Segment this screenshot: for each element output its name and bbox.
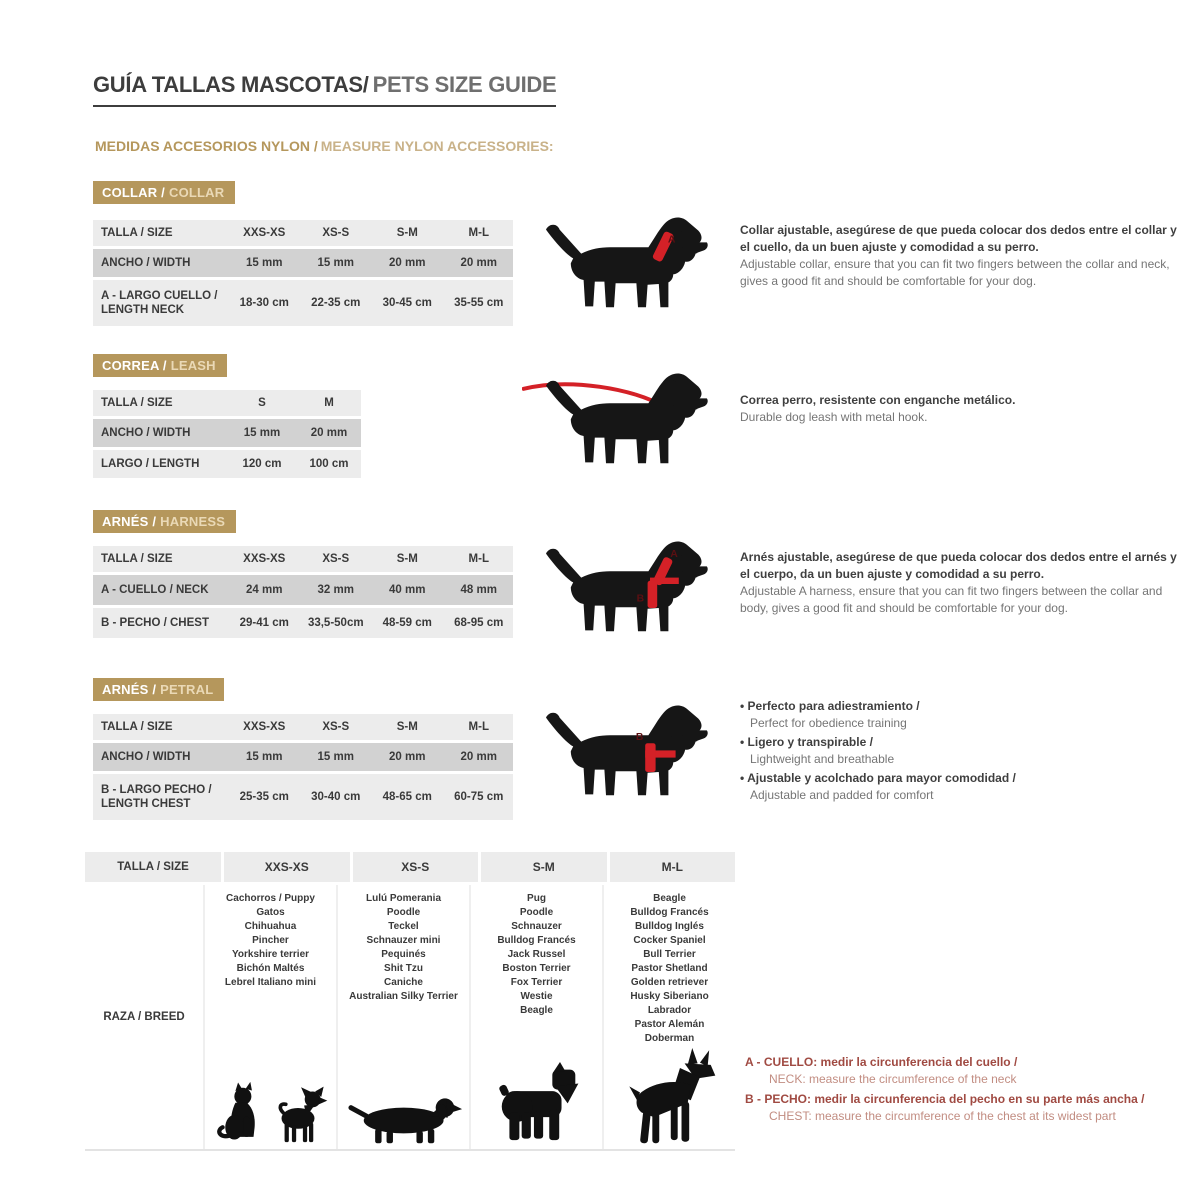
breed-name: Teckel bbox=[388, 921, 419, 932]
table-cell: S bbox=[258, 397, 266, 409]
collar-marker-a: A bbox=[667, 234, 676, 246]
table-cell: M-L bbox=[468, 721, 489, 733]
table-cell: M-L bbox=[468, 227, 489, 239]
page-title bbox=[93, 72, 556, 107]
table-header-cell: M-L bbox=[610, 852, 736, 882]
page-subtitle-en: MEASURE NYLON ACCESSORIES: bbox=[320, 138, 554, 154]
schnauzer-silhouette-icon bbox=[491, 1062, 583, 1144]
breed-name: Poodle bbox=[386, 907, 421, 918]
petral-section-badge bbox=[93, 678, 224, 701]
table-row bbox=[93, 249, 513, 277]
breed-name: Husky Siberiano bbox=[630, 991, 709, 1002]
feature-es: • Ligero y transpirable / bbox=[740, 734, 1185, 751]
leash-section-badge bbox=[93, 354, 227, 377]
dog-harness-illustration bbox=[538, 536, 714, 648]
table-cell: 68-95 cm bbox=[454, 617, 504, 629]
breed-name: Caniche bbox=[384, 977, 423, 988]
dog-petral-illustration bbox=[538, 700, 714, 812]
chihuahua-silhouette-icon bbox=[267, 1086, 329, 1144]
table-cell: 15 mm bbox=[317, 257, 354, 269]
breed-name: Fox Terrier bbox=[510, 977, 563, 988]
leash-description bbox=[740, 392, 1185, 426]
breed-table-header bbox=[85, 852, 735, 882]
table-cell: M bbox=[324, 397, 334, 409]
breed-name: Bulldog Francés bbox=[630, 907, 709, 918]
table-row bbox=[93, 280, 513, 326]
table-cell: 29-41 cm bbox=[239, 617, 289, 629]
harness-chest-band-accent bbox=[648, 581, 658, 608]
table-cell: 33,5-50cm bbox=[307, 617, 364, 629]
feature-en: Lightweight and breathable bbox=[750, 752, 895, 766]
harness-description bbox=[740, 549, 1185, 617]
table-cell: 35-55 cm bbox=[454, 297, 504, 309]
breed-row-label: RAZA / BREED bbox=[85, 885, 205, 1149]
table-header-cell: S-M bbox=[481, 852, 607, 882]
badge-label-es: CORREA / bbox=[102, 358, 167, 373]
table-header-cell: XXS-XS bbox=[224, 852, 350, 882]
breed-name: Pastor Shetland bbox=[631, 963, 708, 974]
breed-column-xs-s bbox=[338, 885, 471, 1149]
silhouette-group bbox=[491, 1062, 583, 1144]
table-cell: 15 mm bbox=[317, 751, 354, 763]
badge-label-en: PETRAL bbox=[160, 682, 214, 697]
badge-label-es: ARNÉS / bbox=[102, 514, 157, 529]
note-en: NECK: measure the circumference of the neck bbox=[769, 1072, 1017, 1086]
harness-marker-a: A bbox=[670, 548, 678, 560]
breed-name: Labrador bbox=[647, 1005, 692, 1016]
dog-collar-illustration bbox=[538, 212, 714, 324]
leash-description-es: Correa perro, resistente con enganche metálico. bbox=[740, 393, 1016, 407]
table-cell: 20 mm bbox=[389, 751, 426, 763]
silhouette-group bbox=[345, 1092, 463, 1144]
breed-name: Westie bbox=[520, 991, 553, 1002]
doberman-silhouette-icon bbox=[619, 1048, 721, 1144]
table-cell: 18-30 cm bbox=[239, 297, 289, 309]
breed-column-m-l bbox=[604, 885, 735, 1149]
table-cell: XXS-XS bbox=[243, 721, 286, 733]
breed-name: Lebrel Italiano mini bbox=[224, 977, 317, 988]
feature-es: • Ajustable y acolchado para mayor comodidad / bbox=[740, 770, 1185, 787]
note-en: CHEST: measure the circumference of the chest at its widest part bbox=[769, 1109, 1116, 1123]
petral-marker-b: B bbox=[635, 732, 644, 743]
table-header-cell: XS-S bbox=[353, 852, 479, 882]
table-cell: 48-65 cm bbox=[382, 791, 432, 803]
note-neck bbox=[745, 1054, 1195, 1088]
collar-section-badge bbox=[93, 181, 235, 204]
table-row-label: TALLA / SIZE bbox=[93, 714, 227, 740]
table-row-label: ANCHO / WIDTH bbox=[93, 419, 227, 447]
table-row bbox=[93, 608, 513, 638]
feature-en: Perfect for obedience training bbox=[750, 716, 907, 730]
table-cell: 15 mm bbox=[246, 257, 283, 269]
table-cell: 30-45 cm bbox=[382, 297, 432, 309]
breed-name: Bichón Maltés bbox=[236, 963, 305, 974]
breed-name: Pequinés bbox=[381, 949, 426, 960]
dachshund-silhouette-icon bbox=[345, 1092, 463, 1144]
badge-label-en: COLLAR bbox=[168, 185, 225, 200]
table-row-label: A - CUELLO / NECK bbox=[93, 575, 227, 605]
breed-name: Gatos bbox=[256, 907, 285, 918]
breed-table-body bbox=[85, 885, 735, 1151]
page-subtitle bbox=[95, 138, 554, 154]
breed-name: Schnauzer bbox=[511, 921, 562, 932]
breed-name: Cachorros / Puppy bbox=[226, 893, 315, 904]
breed-name: Australian Silky Terrier bbox=[349, 991, 458, 1002]
leash-description-en: Durable dog leash with metal hook. bbox=[740, 410, 928, 424]
page-title-es: GUÍA TALLAS MASCOTAS/ bbox=[93, 72, 369, 97]
breed-name: Lulú Pomerania bbox=[365, 893, 441, 904]
breed-name: Cocker Spaniel bbox=[633, 935, 706, 946]
harness-section-badge bbox=[93, 510, 236, 533]
breed-name: Golden retriever bbox=[630, 977, 709, 988]
table-row-label: TALLA / SIZE bbox=[85, 852, 221, 882]
table-row bbox=[93, 546, 513, 572]
harness-description-es: Arnés ajustable, asegúrese de que pueda colocar dos dedos entre el arnés y el cuerpo, da un buen ajuste y comodidad a su perro. bbox=[740, 550, 1177, 581]
badge-label-en: HARNESS bbox=[160, 514, 226, 529]
page-subtitle-es: MEDIDAS ACCESORIOS NYLON / bbox=[95, 138, 318, 154]
collar-description-es: Collar ajustable, asegúrese de que pueda colocar dos dedos entre el collar y el cuello, da un buen ajuste y comodidad a su perro. bbox=[740, 223, 1177, 254]
breed-name: Bull Terrier bbox=[643, 949, 696, 960]
breed-name: Schnauzer mini bbox=[366, 935, 441, 946]
petral-feature bbox=[740, 734, 1185, 768]
harness-description-en: Adjustable A harness, ensure that you can fit two fingers between the collar and body, gives a good fit and should be comfortable for your dog. bbox=[740, 584, 1163, 615]
table-cell: 20 mm bbox=[389, 257, 426, 269]
petral-size-table bbox=[93, 714, 513, 823]
note-chest bbox=[745, 1091, 1195, 1125]
table-row-label: ANCHO / WIDTH bbox=[93, 743, 227, 771]
measuring-notes bbox=[745, 1054, 1195, 1128]
table-cell: 20 mm bbox=[460, 257, 497, 269]
table-cell: 30-40 cm bbox=[311, 791, 361, 803]
table-cell: 32 mm bbox=[317, 584, 354, 596]
table-cell: M-L bbox=[468, 553, 489, 565]
collar-description-en: Adjustable collar, ensure that you can fit two fingers between the collar and neck, gives a good fit and should be comfortable for your dog. bbox=[740, 257, 1170, 288]
table-cell: 60-75 cm bbox=[454, 791, 504, 803]
petral-chest-band-accent bbox=[645, 743, 655, 772]
collar-size-table bbox=[93, 220, 513, 329]
table-cell: 22-35 cm bbox=[311, 297, 361, 309]
table-row-label: B - PECHO / CHEST bbox=[93, 608, 227, 638]
table-cell: XS-S bbox=[322, 721, 350, 733]
leash-size-table bbox=[93, 390, 361, 481]
silhouette-group bbox=[213, 1078, 329, 1144]
table-row-label: TALLA / SIZE bbox=[93, 390, 227, 416]
feature-en: Adjustable and padded for comfort bbox=[750, 788, 934, 802]
breed-size-table bbox=[85, 852, 735, 1151]
table-cell: 40 mm bbox=[389, 584, 426, 596]
table-cell: S-M bbox=[396, 721, 418, 733]
table-cell: XS-S bbox=[322, 553, 350, 565]
table-row bbox=[93, 450, 361, 478]
table-cell: 15 mm bbox=[246, 751, 283, 763]
table-cell: XXS-XS bbox=[243, 553, 286, 565]
petral-feature bbox=[740, 770, 1185, 804]
badge-label-es: ARNÉS / bbox=[102, 682, 157, 697]
silhouette-group bbox=[619, 1048, 721, 1144]
breed-name: Bulldog Inglés bbox=[635, 921, 704, 932]
table-cell: XXS-XS bbox=[243, 227, 286, 239]
harness-marker-b: B bbox=[636, 593, 645, 605]
table-row bbox=[93, 419, 361, 447]
breed-name: Boston Terrier bbox=[502, 963, 571, 974]
breed-column-xxs-xs bbox=[205, 885, 338, 1149]
table-cell: 15 mm bbox=[243, 427, 281, 439]
table-cell: 120 cm bbox=[242, 458, 282, 470]
breed-name: Pastor Alemán bbox=[634, 1019, 705, 1030]
table-cell: S-M bbox=[396, 553, 418, 565]
table-row-label: LARGO / LENGTH bbox=[93, 450, 227, 478]
breed-name: Poodle bbox=[519, 907, 554, 918]
table-cell: 20 mm bbox=[460, 751, 497, 763]
petral-feature bbox=[740, 698, 1185, 732]
table-row-label: B - LARGO PECHO / LENGTH CHEST bbox=[93, 774, 227, 820]
badge-label-en: LEASH bbox=[170, 358, 216, 373]
breed-name: Beagle bbox=[520, 1005, 553, 1016]
cat-silhouette-icon bbox=[213, 1078, 261, 1144]
table-cell: S-M bbox=[396, 227, 418, 239]
table-row bbox=[93, 774, 513, 820]
table-cell: 24 mm bbox=[246, 584, 283, 596]
page-title-en: PETS SIZE GUIDE bbox=[372, 72, 557, 97]
dog-leash-illustration bbox=[522, 368, 714, 480]
table-row bbox=[93, 220, 513, 246]
table-row-label: TALLA / SIZE bbox=[93, 546, 227, 572]
table-cell: 25-35 cm bbox=[239, 791, 289, 803]
breed-name: Shit Tzu bbox=[384, 963, 423, 974]
table-row bbox=[93, 390, 361, 416]
table-row bbox=[93, 743, 513, 771]
petral-feature-list bbox=[740, 698, 1185, 806]
table-cell: 48-59 cm bbox=[382, 617, 432, 629]
breed-name: Yorkshire terrier bbox=[231, 949, 310, 960]
table-cell: 48 mm bbox=[460, 584, 497, 596]
note-es: A - CUELLO: medir la circunferencia del cuello / bbox=[745, 1055, 1018, 1069]
breed-name: Chihuahua bbox=[244, 921, 297, 932]
leash-line-accent bbox=[524, 384, 664, 406]
table-row bbox=[93, 575, 513, 605]
table-row-label: TALLA / SIZE bbox=[93, 220, 227, 246]
table-cell: XS-S bbox=[322, 227, 350, 239]
table-cell: 100 cm bbox=[309, 458, 349, 470]
breed-name: Beagle bbox=[653, 893, 686, 904]
table-cell: 20 mm bbox=[310, 427, 348, 439]
note-es: B - PECHO: medir la circunferencia del pecho en su parte más ancha / bbox=[745, 1092, 1145, 1106]
breed-name: Jack Russel bbox=[507, 949, 566, 960]
badge-label-es: COLLAR / bbox=[102, 185, 165, 200]
breed-name: Pincher bbox=[252, 935, 289, 946]
table-row-label: ANCHO / WIDTH bbox=[93, 249, 227, 277]
harness-size-table bbox=[93, 546, 513, 641]
breed-name: Pug bbox=[527, 893, 546, 904]
table-row-label: A - LARGO CUELLO / LENGTH NECK bbox=[93, 280, 227, 326]
feature-es: • Perfecto para adiestramiento / bbox=[740, 698, 1185, 715]
collar-description bbox=[740, 222, 1185, 290]
breed-name: Bulldog Francés bbox=[497, 935, 576, 946]
table-row bbox=[93, 714, 513, 740]
breed-column-s-m bbox=[471, 885, 604, 1149]
breed-name: Doberman bbox=[644, 1033, 695, 1044]
